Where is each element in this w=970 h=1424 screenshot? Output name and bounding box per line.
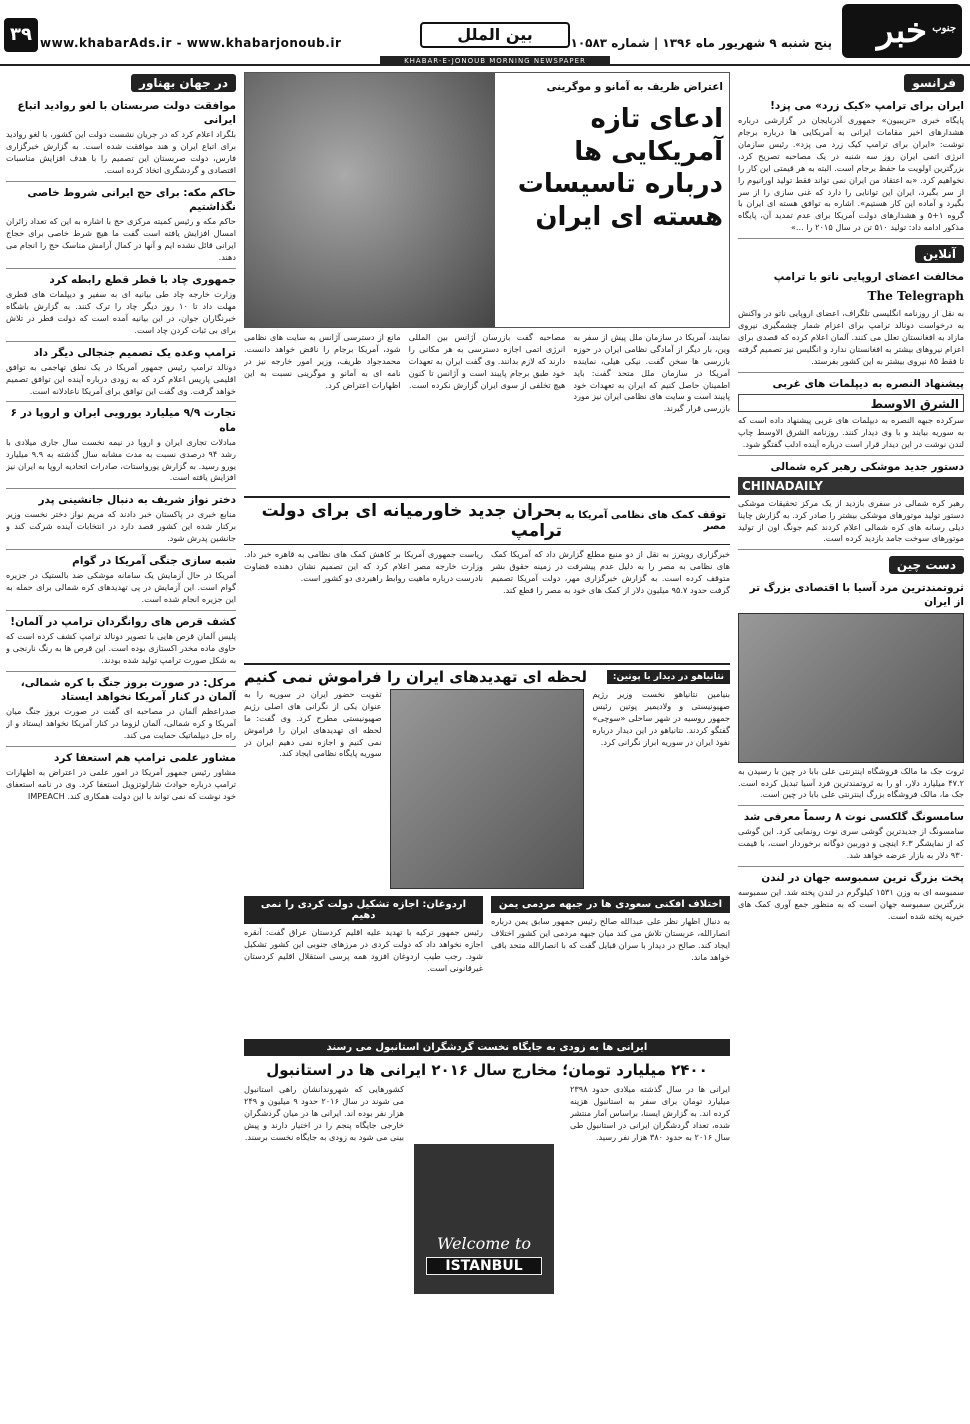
crisis-kicker: توقف کمک های نظامی آمریکا به مصر <box>564 510 726 532</box>
netanyahu-strip <box>244 663 730 689</box>
erdogan-headline[interactable]: اردوغان: اجازه تشکیل دولت کردی را نمی دهیم <box>244 896 483 924</box>
headline-jack-ma[interactable]: ثروتمندترین مرد آسیا با اقتصادی بزرگ تر از ایران <box>749 582 964 609</box>
briefs-list <box>6 99 236 803</box>
brief-headline[interactable]: موافقت دولت صربستان با لغو روادید اتباع ایرانی <box>17 100 236 127</box>
issue-date: پنج شنبه ۹ شهریور ماه ۱۳۹۶ | شماره ۱۰۵۸۳ <box>570 36 832 50</box>
brief-body: پلیس آلمان قرص هایی با تصویر دونالد ترامپ کشف کرده است که حاوی ماده مخدر اکستازی بوده است. این قرص ها به رنگ نارنجی و به شکل صورت ترامپ تولید شده بودند. <box>6 631 236 665</box>
divider <box>738 866 964 867</box>
article-body: رهبر کره شمالی در سفری بازدید از یک مرکز تحقیقات موشکی دستور تولید موتورهای موشکی بیشتر را صادر کرد. به گزارش چاینا دیلی رسانه های کره شمالی اعلام کردند کیم جونگ اون از تولید موتورهای سوخت جامد بازدید کرده است. <box>738 497 964 544</box>
divider <box>6 401 236 402</box>
divider <box>6 746 236 747</box>
chinadaily-logo: CHINADAILY <box>738 477 964 495</box>
newspaper-logo[interactable]: جنوب خبر <box>842 4 962 58</box>
article-body: ایرانی ها در سال گذشته میلادی حدود ۲۳۹۸ میلیارد تومان برای سفر به استانبول هزینه کرده اند. به گزارش ایسنا، براساس آمار منتشر شده، تعداد گردشگران ایرانی در استانبول طی سال ۲۰۱۶ به حدود ۳۸۰ هزار نفر رسید. <box>570 1084 730 1142</box>
brief-body: حاکم مکه و رئیس کمیته مرکزی حج با اشاره به این که تعداد زائران امسال افزایش یافته است گفت ما هیچ شرط خاصی برای حجاج ایرانی قائل نشده ایم و آنها در کمال آرامش مناسک حج را انجام می دهند. <box>6 216 236 262</box>
article-body: نمایند، آمریکا در سازمان ملل پیش از سفر به وین، بار دیگر از آمادگی نظامی ایران در حوزه بازرسی ها سخن گفت. نیکی هیلی، نماینده آمریکا در سازمان ملل متحد گفت: باید اطمینان حاصل کنیم که ایران به تعهدات خود پایبند است و سایت های نظامی ایران نیز مورد بازرسی قرار گیرند. <box>573 332 730 414</box>
istanbul-headline[interactable]: ۲۴۰۰ میلیارد تومان؛ مخارج سال ۲۰۱۶ ایرانی ها در استانبول <box>266 1061 708 1079</box>
lead-kicker: اعتراض ظریف به آمانو و موگرینی <box>546 81 723 93</box>
category-france: فرانسو <box>904 74 964 92</box>
brief-body: آمریکا در حال آزمایش یک سامانه موشکی ضد بالستیک در جزیره گوام است. این آزمایش در پی تهدیدهای کره شمالی برای حمله به این جزیره انجام شده است. <box>6 570 236 605</box>
headline-samosa[interactable]: پخت بزرگ ترین سمبوسه جهان در لندن <box>761 872 964 885</box>
lead-body <box>244 332 730 492</box>
brief-headline[interactable]: شبه سازی جنگی آمریکا در گوام <box>72 555 236 568</box>
netanyahu-story <box>244 689 730 889</box>
brief-body: مبادلات تجاری ایران و اروپا در نیمه نخست سال جاری میلادی با رشد ۹۴ درصدی نسبت به مدت مشابه سال گذشته به ۹.۹ میلیارد یورو رسید. به گزارش یورواستات، صادرات اتحادیه اروپا به ایران نیز افزایش یافته است. <box>6 436 236 483</box>
divider <box>738 372 964 373</box>
article-body: کشورهایی که شهروندانشان راهی استانبول می شوند در سال ۲۰۱۶ حدود ۹ میلیون و ۲۴۹ هزار نفر بوده اند. ایرانی ها در میان گردشگران خارجی جایگاه پنجم را در اختیار دارند و پیش بینی می شود به زودی به جایگاه نخست برسند. <box>244 1084 404 1142</box>
headline-north-korea[interactable]: دستور جدید موشکی رهبر کره شمالی <box>770 460 964 473</box>
headline-samsung[interactable]: سامسونگ گلکسی نوت ۸ رسماً معرفی شد <box>743 811 964 824</box>
brief-headline[interactable]: ترامپ وعده یک تصمیم جنجالی دیگر داد <box>33 346 236 359</box>
lead-story <box>244 72 730 328</box>
left-column <box>6 72 236 1418</box>
article-body: مانع از دسترسی آژانس به سایت های نظامی شود، آمریکا برجام را ناقض خواهد دانست. محمدجواد ظریف، وزیر امور خارجه نیز در نامه ای به آمانو و موگرینی نسبت به این اظهارات اعتراض کرد. <box>244 332 401 390</box>
divider <box>738 238 964 239</box>
brief-body: دونالد ترامپ رئیس جمهور آمریکا در یک نطق تهاجمی به توافق اقلیمی پاریس اعلام کرد که به زودی درباره آینده این توافق تصمیم خواهد گرفت. وی گفت این توافق برای آمریکا ناعادلانه است. <box>6 361 236 396</box>
putin-netanyahu-photo <box>390 689 585 889</box>
divider <box>6 549 236 550</box>
netanyahu-kicker: نتانیاهو در دیدار با پوتین: <box>607 670 730 684</box>
section-title: بین الملل <box>420 22 570 48</box>
brief-headline[interactable]: حاکم مکه: برای حج ایرانی شروط خاصی نگذاشتیم <box>27 186 236 214</box>
brief-headline[interactable]: جمهوری چاد با قطر قطع رابطه کرد <box>49 273 236 286</box>
divider <box>6 268 236 269</box>
secondary-stories <box>244 893 730 1033</box>
headline-yellowcake[interactable]: ایران برای ترامپ «کیک زرد» می پزد! <box>770 100 964 112</box>
divider <box>6 610 236 611</box>
saudi-headline[interactable]: اختلاف افکنی سعودی ها در جبهه مردمی یمن <box>491 896 730 913</box>
brief-body: وزارت خارجه چاد طی بیانیه ای به سفیر و دیپلمات های قطری مهلت داد تا ۱۰ روز دیگر چاد را ترک کنند. به گزارش باشگاه خبرنگاران جوان، در این بیانیه آمده است که دولت قطر در تلاش برای بی ثبات کردن چاد است. <box>6 288 236 335</box>
netanyahu-headline[interactable]: لحظه ای تهدیدهای ایران را فراموش نمی کنیم <box>244 668 587 686</box>
category-hand-picked: دست چین <box>889 556 964 574</box>
article-body: خبرگزاری رویترز به نقل از دو منبع مطلع گزارش داد که آمریکا کمک های نظامی به مصر را به دلیل عدم پیشرفت در زمینه حقوق بشر متوقف کرده است. به گزارش خبرگزاری مهر، دولت آمریکا تصمیم گرفت حدود ۹۵.۷ میلیون دلار از کمک های خود به مصر را قطع کند. <box>491 549 730 595</box>
center-column <box>244 72 730 1418</box>
article-body: به نقل از روزنامه انگلیسی تلگراف، اعضای اروپایی ناتو در واکنش به درخواست دونالد ترامپ برای اعزام شمار چشمگیری نیروی مازاد به افغانستان تعلل می کنند. آلمان اعلام کرده که قصدی برای اعزام نیروهای بیشتر به افغانستان ندارد و انگلیس نیز تصمیم گرفته تا فقط ۸۵ نیروی بیشتر به این کشور بفرستد. <box>738 308 964 366</box>
masthead <box>0 0 970 66</box>
article-body: ثروت جک ما مالک فروشگاه اینترنتی علی بابا در چین با رسیدن به ۴۷.۲ میلیارد دلار، او را به ثروتمندترین فرد آسیا تبدیل کرده است. جک ما، مالک فروشگاه بزرگ اینترنتی علی بابا در چین است. <box>738 765 964 800</box>
crisis-headline[interactable]: بحران جدید خاورمیانه ای برای دولت ترامپ <box>261 501 562 541</box>
article-body: پایگاه خبری «تریبیون» جمهوری آذربایجان در گزارشی درباره هشدارهای اخیر مقامات ایرانی به آمریکایی ها درباره برجام نوشت: «ایران برای ترامپ کیک زرد می پزد». رئیس سازمان انرژی اتمی ایران روز سه شنبه در یک مصاحبه تصریح کرد، بزرگترین اولویت ما حفظ برجام است. البته به هر قیمتی این کار را نخواهیم کرد. «به اعتقاد من ایران نمی تواند فقط تولید اورانیوم را از سر بگیرد، ایران این توانایی را دارد که غنی سازی را از سر بگیرد و آماده این کار هستیم». اشاره به توافق هسته ای ایران با گروه ۱+۵ و هشدارهای دولت آمریکا برای عدم تمدید آن، پایگاه مذکور ادامه داد: تولید ۵۱۰ تن در سال ۲۰۱۵ را ...» <box>738 115 964 233</box>
telegraph-logo: The Telegraph <box>867 289 964 304</box>
article-body: رئیس جمهور ترکیه با تهدید علیه اقلیم کردستان عراق گفت: آنقره اجازه نخواهد داد که دولت کردی در مرزهای جنوبی این کشور تشکیل شود. رجب طیب اردوغان افزود همه پرسی استقلال اقلیم کردستان غیرقانونی است. <box>244 927 483 973</box>
divider <box>738 455 964 456</box>
istanbul-story <box>244 1084 730 1294</box>
divider <box>6 488 236 489</box>
right-column <box>738 72 964 1418</box>
article-body: به دنبال اظهار نظر علی عبدالله صالح رئیس جمهور سابق یمن درباره انصارالله، عربستان تلاش می کند میان جبهه مردمی این کشور اختلاف ایجاد کند. صالح در دیدار با سران قبایل گفت که با انصارالله متحد باقی خواهد ماند. <box>491 916 730 962</box>
lead-headline[interactable]: ادعای تازه آمریکایی ها درباره تاسیسات هسته ای ایران <box>517 104 723 232</box>
masthead-subtitle: KHABAR-E-JONOUB MORNING NEWSPAPER <box>380 56 610 66</box>
brief-headline[interactable]: تجارت ۹/۹ میلیارد یورویی ایران و اروپا در ۶ ماه <box>10 407 236 434</box>
website-links[interactable]: www.khabarAds.ir - www.khabarjonoub.ir <box>40 36 342 50</box>
category-online: آنلاین <box>915 245 964 263</box>
brief-body: صدراعظم آلمان در مصاحبه ای گفت در صورت بروز جنگ میان آمریکا و کره شمالی، آلمان لزوما در کنار آمریکا نخواهد ایستاد و از راه حل دیپلماتیک حمایت می کند. <box>6 706 236 740</box>
welcome-text: Welcome to <box>436 1234 532 1254</box>
article-body: ریاست جمهوری آمریکا بر کاهش کمک های نظامی به قاهره خبر داد. وزارت خارجه مصر اعلام کرد که این تصمیم نشان دهنده قضاوت نادرست درباره ماهیت روابط راهبردی دو کشور است. <box>244 549 483 583</box>
headline-nato[interactable]: مخالفت اعضای اروپایی ناتو با ترامپ <box>773 271 964 284</box>
brief-headline[interactable]: مشاور علمی ترامپ هم استعفا کرد <box>54 751 236 764</box>
brief-headline[interactable]: کشف قرص های روانگردان ترامپ در آلمان! <box>10 615 236 628</box>
divider <box>738 805 964 806</box>
jack-ma-photo <box>738 613 964 763</box>
divider <box>6 181 236 182</box>
divider <box>6 671 236 672</box>
istanbul-text: ISTANBUL <box>426 1257 542 1275</box>
crisis-body <box>244 549 730 659</box>
article-body: مصاحبه گفت بازرسان آژانس بین المللی انرژی اتمی اجازه دسترسی به هر مکانی را دارند که لازم بدانند. وی گفت ایران به تعهدات خود طبق برجام پایبند است و آژانس تا کنون هیچ تخلفی از سوی ایران گزارش نکرده است. <box>408 332 566 390</box>
article-body: بنیامین نتانیاهو نخست وزیر رژیم صهیونیستی و ولادیمیر پوتین رئیس جمهور روسیه در شهر ساحلی «سوچی» گفتگو کردند. نتانیاهو در این دیدار درباره نفوذ ایران در سوریه ابراز نگرانی کرد. <box>592 689 730 747</box>
headline-nusra[interactable]: پیشنهاد النصره به دیپلمات های غربی <box>772 377 964 390</box>
divider <box>6 341 236 342</box>
istanbul-strip: ایرانی ها به زودی به جایگاه نخست گردشگران استانبول می رسند <box>244 1039 730 1056</box>
article-body: سامسونگ از جدیدترین گوشی سری نوت رونمایی کرد. این گوشی که از نمایشگر ۶.۳ اینچی و دوربین دوگانه برخوردار است، با قیمت ۹۳۰ دلار به بازار عرضه خواهد شد. <box>738 826 964 861</box>
brief-headline[interactable]: مرکل: در صورت بروز جنگ با کره شمالی، آلمان در کنار آمریکا نخواهد ایستاد <box>20 676 236 703</box>
logo-sub: جنوب <box>932 23 956 34</box>
divider <box>738 549 964 550</box>
article-body: سرکرده جبهه النصره به دیپلمات های غربی پیشنهاد داده است که به سوریه بیایند و با وی دیدار کنند. روزنامه الشرق الاوسط چاپ لندن نوشت در این دیدار قرار است درباره آینده ادلب گفتگو شود. <box>738 414 964 449</box>
brief-body: منابع خبری در پاکستان خبر دادند که مریم نواز دختر نخست وزیر برکنار شده این کشور قصد دارد در انتخابات آینده شرکت کند و جانشین پدرش شود. <box>6 509 236 544</box>
page-number: ۳۹ <box>4 18 38 52</box>
brief-body: بلگراد اعلام کرد که در جریان نشست دولت این کشور، با لغو روادید برای اتباع ایران و هند موافقت شده است. به گزارش خبرگزاری فارس، دولت صربستان این تصمیم را با هدف افزایش مناسبات اقتصادی و گردشگری اتخاذ کرده است. <box>6 129 236 176</box>
crisis-banner <box>244 496 730 545</box>
article-body: سمبوسه ای به وزن ۱۵۳۱ کیلوگرم در لندن پخته شد. این سمبوسه بزرگترین سمبوسه جهان است که به منظور جمع آوری کمک های خیریه پخته شده است. <box>738 887 964 922</box>
brief-headline[interactable]: دختر نواز شریف به دنبال جانشینی پدر <box>38 494 236 507</box>
category-world: در جهان بهناور <box>131 74 236 92</box>
lead-photo <box>245 73 495 328</box>
article-body: تقویت حضور ایران در سوریه را به عنوان یکی از نگرانی های اصلی رژیم صهیونیستی مطرح کرد. وی گفت: ما لحظه ای تهدیدهای ایران را فراموش نمی کنیم و اجازه نمی دهیم ایران در سوریه پایگاه نظامی ایجاد کند. <box>244 689 382 759</box>
istanbul-photo <box>414 1144 554 1294</box>
asharq-logo: الشرق الاوسط <box>738 394 964 412</box>
brief-body: مشاور رئیس جمهور آمریکا در امور علمی در اعتراض به اظهارات ترامپ درباره حوادث شارلوتزویل استعفا کرد. وی در نامه استعفای خود نوشت که نمی تواند با این دولت همکاری کند. IMPEACH <box>6 767 236 801</box>
